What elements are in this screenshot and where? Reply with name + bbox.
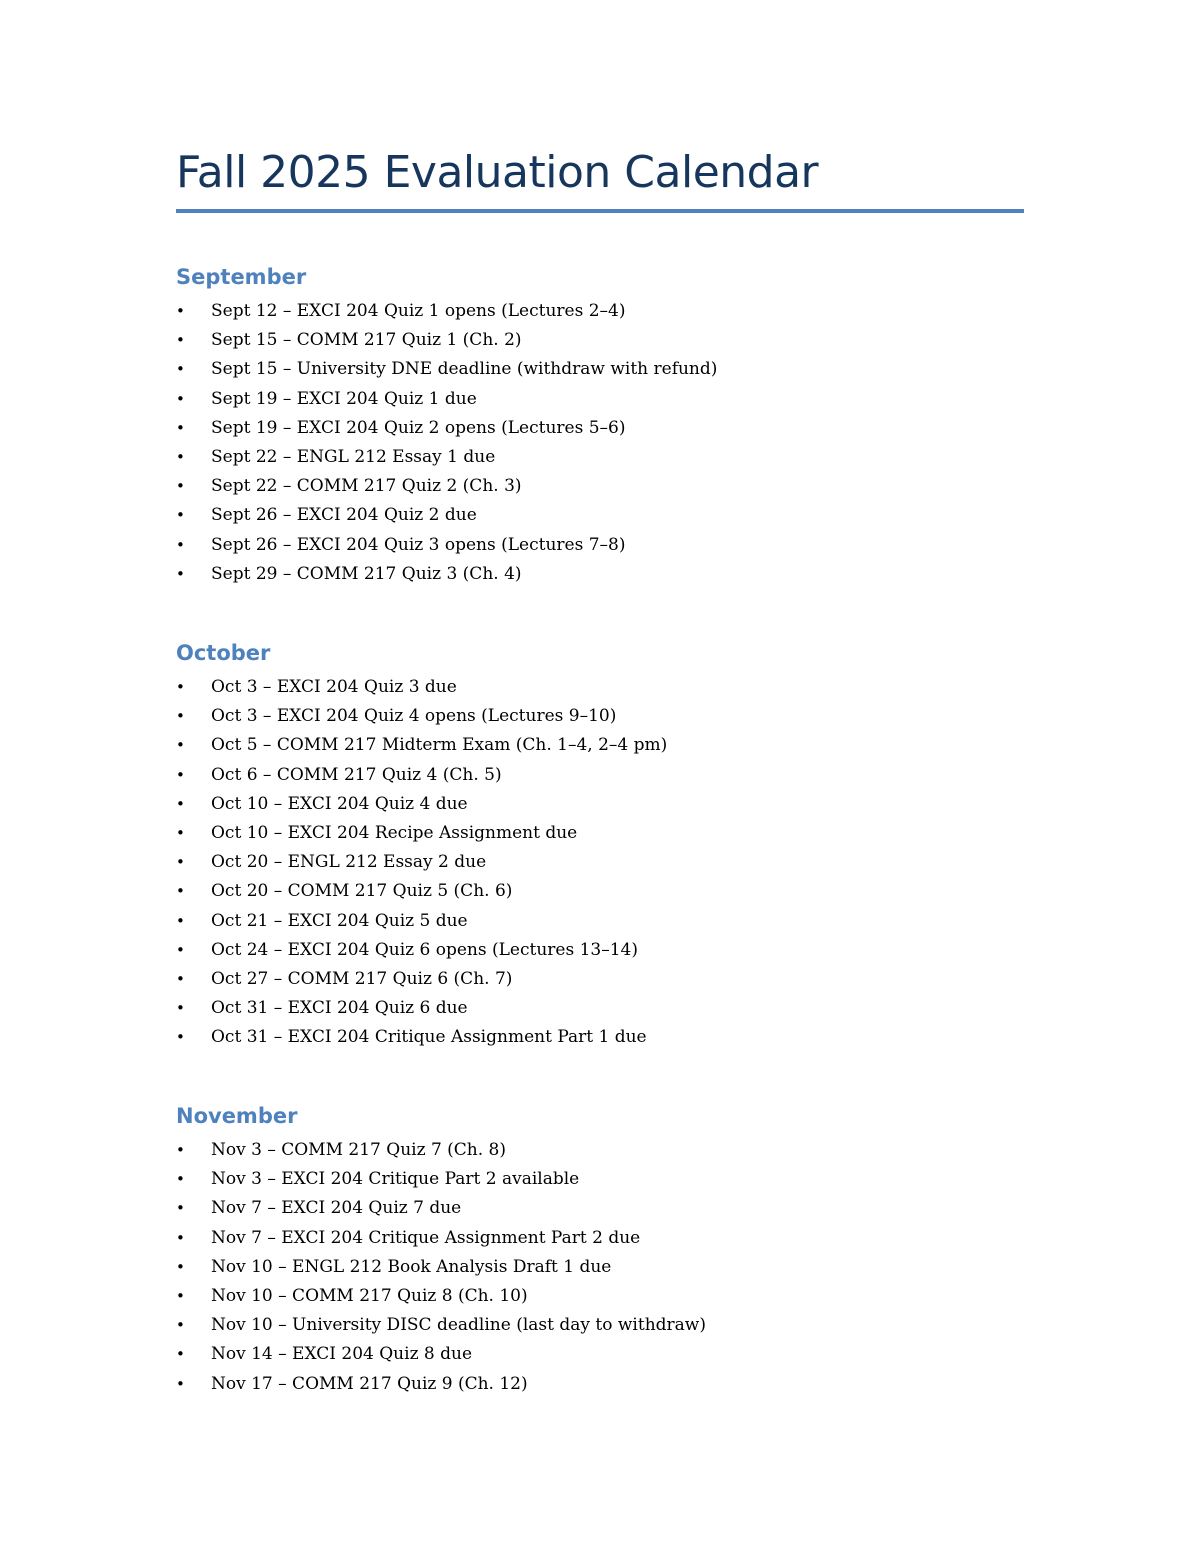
- list-item: [176, 936, 1024, 965]
- bullet-icon: •: [176, 911, 185, 930]
- list-item: [176, 472, 1024, 501]
- list-item-text: Sept 26 – EXCI 204 Quiz 2 due: [211, 505, 477, 526]
- bullet-icon: •: [176, 1228, 185, 1247]
- bullet-icon: •: [176, 1374, 185, 1393]
- list-item: [176, 819, 1024, 848]
- list-item-text: Nov 10 – COMM 217 Quiz 8 (Ch. 10): [211, 1285, 528, 1306]
- bullet-icon: •: [176, 360, 185, 379]
- list-item: [176, 994, 1024, 1023]
- bullet-icon: •: [176, 535, 185, 554]
- list-item: [176, 1370, 1024, 1399]
- bullet-icon: •: [176, 1141, 185, 1159]
- page-title: Fall 2025 Evaluation Calendar: [176, 147, 819, 198]
- list-item-text: Nov 7 – EXCI 204 Critique Assignment Part 2 due: [211, 1227, 641, 1248]
- list-item-text: Nov 10 – ENGL 212 Book Analysis Draft 1 due: [211, 1256, 612, 1277]
- section-heading: November: [176, 1104, 298, 1128]
- list-item-text: Oct 10 – EXCI 204 Quiz 4 due: [211, 793, 468, 814]
- event-list: [176, 673, 1024, 1052]
- bullet-icon: •: [176, 794, 185, 813]
- list-item: [176, 326, 1024, 355]
- list-item: [176, 673, 1024, 702]
- bullet-icon: •: [176, 506, 185, 525]
- event-list: [176, 297, 1024, 589]
- list-item-text: Oct 5 – COMM 217 Midterm Exam (Ch. 1–4, 2–4 pm): [211, 735, 668, 756]
- bullet-icon: •: [176, 477, 185, 496]
- list-item-text: Nov 10 – University DISC deadline (last day to withdraw): [211, 1315, 706, 1336]
- list-item: [176, 1224, 1024, 1253]
- list-item: [176, 355, 1024, 384]
- list-item-text: Sept 22 – COMM 217 Quiz 2 (Ch. 3): [211, 476, 522, 497]
- bullet-icon: •: [176, 678, 185, 696]
- list-item-text: Oct 31 – EXCI 204 Critique Assignment Part 1 due: [211, 1027, 647, 1048]
- bullet-icon: •: [176, 418, 185, 437]
- list-item: [176, 907, 1024, 936]
- list-item-text: Oct 20 – COMM 217 Quiz 5 (Ch. 6): [211, 881, 513, 902]
- bullet-icon: •: [176, 447, 185, 466]
- list-item: [176, 1136, 1024, 1165]
- list-item-text: Sept 26 – EXCI 204 Quiz 3 opens (Lectures 7–8): [211, 534, 626, 555]
- list-item: [176, 1282, 1024, 1311]
- list-item: [176, 443, 1024, 472]
- bullet-icon: •: [176, 389, 185, 408]
- bullet-icon: •: [176, 1028, 185, 1047]
- list-item: [176, 1340, 1024, 1369]
- list-item-text: Sept 19 – EXCI 204 Quiz 1 due: [211, 388, 477, 409]
- bullet-icon: •: [176, 707, 185, 726]
- list-item: [176, 1023, 1024, 1052]
- section-november: [176, 1101, 1024, 1399]
- list-item-text: Oct 21 – EXCI 204 Quiz 5 due: [211, 910, 468, 931]
- bullet-icon: •: [176, 853, 185, 872]
- bullet-icon: •: [176, 564, 185, 583]
- bullet-icon: •: [176, 1316, 185, 1335]
- bullet-icon: •: [176, 765, 185, 784]
- title-underline-divider: [176, 209, 1024, 213]
- section-october: [176, 638, 1024, 1052]
- list-item: [176, 1194, 1024, 1223]
- list-item-text: Sept 15 – COMM 217 Quiz 1 (Ch. 2): [211, 330, 522, 351]
- list-item: [176, 385, 1024, 414]
- list-item: [176, 965, 1024, 994]
- bullet-icon: •: [176, 1257, 185, 1276]
- list-item-text: Sept 12 – EXCI 204 Quiz 1 opens (Lectures 2–4): [211, 301, 626, 321]
- list-item: [176, 1311, 1024, 1340]
- list-item: [176, 414, 1024, 443]
- list-item-text: Sept 15 – University DNE deadline (withdraw with refund): [211, 359, 718, 380]
- bullet-icon: •: [176, 302, 185, 320]
- list-item: [176, 790, 1024, 819]
- section-heading: September: [176, 265, 307, 289]
- list-item: [176, 1165, 1024, 1194]
- list-item-text: Sept 19 – EXCI 204 Quiz 2 opens (Lectures 5–6): [211, 417, 626, 438]
- list-item-text: Nov 3 – COMM 217 Quiz 7 (Ch. 8): [211, 1140, 507, 1160]
- bullet-icon: •: [176, 331, 185, 350]
- list-item: [176, 848, 1024, 877]
- bullet-icon: •: [176, 736, 185, 755]
- section-september: [176, 262, 1024, 589]
- list-item-text: Oct 3 – EXCI 204 Quiz 3 due: [211, 677, 457, 697]
- list-item-text: Oct 3 – EXCI 204 Quiz 4 opens (Lectures 9–10): [211, 706, 617, 727]
- bullet-icon: •: [176, 1199, 185, 1218]
- bullet-icon: •: [176, 999, 185, 1018]
- event-list: [176, 1136, 1024, 1399]
- list-item: [176, 531, 1024, 560]
- list-item: [176, 761, 1024, 790]
- bullet-icon: •: [176, 882, 185, 901]
- list-item: [176, 297, 1024, 326]
- list-item: [176, 560, 1024, 589]
- list-item: [176, 877, 1024, 906]
- section-heading: October: [176, 641, 271, 665]
- list-item-text: Nov 17 – COMM 217 Quiz 9 (Ch. 12): [211, 1373, 528, 1394]
- list-item-text: Oct 27 – COMM 217 Quiz 6 (Ch. 7): [211, 968, 513, 989]
- bullet-icon: •: [176, 1170, 185, 1189]
- bullet-icon: •: [176, 969, 185, 988]
- list-item-text: Oct 6 – COMM 217 Quiz 4 (Ch. 5): [211, 764, 502, 785]
- bullet-icon: •: [176, 1286, 185, 1305]
- list-item: [176, 702, 1024, 731]
- bullet-icon: •: [176, 1345, 185, 1364]
- list-item: [176, 731, 1024, 760]
- list-item-text: Sept 22 – ENGL 212 Essay 1 due: [211, 446, 496, 467]
- bullet-icon: •: [176, 940, 185, 959]
- bullet-icon: •: [176, 823, 185, 842]
- list-item: [176, 1253, 1024, 1282]
- list-item-text: Nov 14 – EXCI 204 Quiz 8 due: [211, 1344, 473, 1365]
- list-item-text: Oct 10 – EXCI 204 Recipe Assignment due: [211, 822, 578, 843]
- list-item-text: Oct 24 – EXCI 204 Quiz 6 opens (Lectures 13–14): [211, 939, 638, 960]
- list-item: [176, 501, 1024, 530]
- list-item-text: Oct 31 – EXCI 204 Quiz 6 due: [211, 998, 468, 1019]
- list-item-text: Nov 7 – EXCI 204 Quiz 7 due: [211, 1198, 462, 1219]
- list-item-text: Oct 20 – ENGL 212 Essay 2 due: [211, 852, 487, 873]
- list-item-text: Sept 29 – COMM 217 Quiz 3 (Ch. 4): [211, 563, 522, 584]
- list-item-text: Nov 3 – EXCI 204 Critique Part 2 available: [211, 1169, 580, 1190]
